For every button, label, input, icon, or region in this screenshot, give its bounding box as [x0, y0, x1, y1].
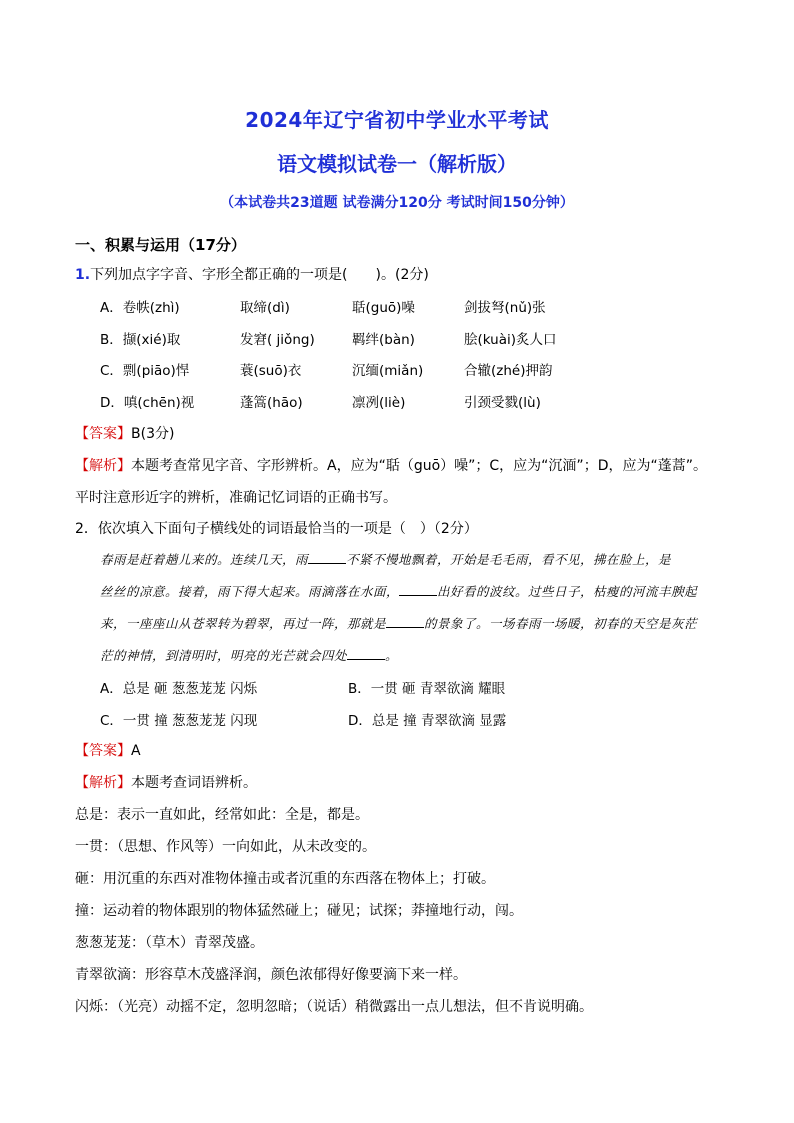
q1-option-c-3: 沉缅(miǎn) [352, 363, 424, 379]
answer-label: 【答案】 [75, 743, 131, 759]
q1-option-c-1: C．剽(piāo)悍 [100, 363, 190, 379]
note-yiguan: 一贯：（思想、作风等）一向如此，从未改变的。 [75, 839, 376, 855]
q2-passage-line-4: 茫的神情，到清明时，明亮的光芒就会四处 。 [100, 648, 399, 663]
note-zongshi: 总是：表示一直如此，经常如此：全是，都是。 [75, 807, 369, 823]
analysis-text: 本题考查常见字音、字形辨析。A，应为“聒（guō）噪”；C，应为“沉湎”；D，应为“蓬蒿”。 [131, 458, 707, 474]
answer-value: B(3分) [131, 426, 175, 442]
note-zhuang: 撞：运动着的物体跟别的物体猛然碰上；碰见；试探；莽撞地行动，闯。 [75, 903, 523, 919]
q2-option-c: C．一贯 撞 葱葱茏茏 闪现 [100, 713, 258, 729]
q1-option-a-3: 聒(guō)噪 [352, 300, 415, 316]
section-heading: 一、积累与运用（17分） [75, 236, 246, 254]
q1-option-b-1: B．撷(xié)取 [100, 332, 181, 348]
question-1-stem [75, 264, 429, 284]
exam-info: （本试卷共23道题 试卷满分120分 考试时间150分钟） [220, 195, 574, 211]
note-za: 砸：用沉重的东西对准物体撞击或者沉重的东西落在物体上；打破。 [75, 871, 495, 887]
blank-4 [347, 647, 385, 660]
q2-passage-line-1: 春雨是赶着趟儿来的。连续几天，雨 不紧不慢地飘着，开始是毛毛雨，看不见，拂在脸上，是 [100, 552, 672, 567]
question-2-stem: 2．依次填入下面句子横线处的词语最恰当的一项是（ ）（2分） [75, 521, 478, 537]
answer-label: 【答案】 [75, 426, 131, 442]
question-text: 下列加点字字音、字形全都正确的一项是( )。(2分) [90, 267, 429, 283]
q2-passage-line-3: 来，一座座山从苍翠转为碧翠，再过一阵，那就是 的景象了。一场春雨一场暖，初春的天空是灰茫 [100, 616, 698, 631]
blank-1 [308, 551, 346, 564]
q2-option-a: A．总是 砸 葱葱茏茏 闪烁 [100, 681, 258, 697]
answer-value: A [131, 743, 141, 759]
q2-passage-line-2: 丝丝的凉意。接着，雨下得大起来。雨滴落在水面， 出好看的波纹。过些日子，枯瘦的河流丰腴起 [100, 584, 698, 599]
exam-subtitle: 语文模拟试卷一（解析版） [277, 152, 517, 176]
q2-analysis [75, 772, 257, 792]
q1-option-d-4: 引颈受戮(lù) [464, 395, 541, 411]
note-qingcui: 青翠欲滴：形容草木茂盛泽润，颜色浓郁得好像要滴下来一样。 [75, 967, 467, 983]
q1-option-a-1: A．卷帙(zhì) [100, 300, 180, 316]
exam-title: 2024年辽宁省初中学业水平考试 [245, 108, 549, 132]
q2-option-b: B．一贯 砸 青翠欲滴 耀眼 [348, 681, 506, 697]
q2-option-d: D．总是 撞 青翠欲滴 显露 [348, 713, 507, 729]
q1-option-c-4: 合辙(zhé)押韵 [464, 363, 553, 379]
analysis-label: 【解析】 [75, 775, 131, 791]
blank-2 [399, 583, 437, 596]
analysis-label: 【解析】 [75, 458, 131, 474]
q1-option-a-4: 剑拔弩(nǔ)张 [464, 300, 546, 316]
q1-analysis-continued: 平时注意形近字的辨析，准确记忆词语的正确书写。 [75, 490, 397, 506]
q1-option-d-3: 凛冽(liè) [352, 395, 406, 411]
q1-analysis [75, 455, 707, 475]
analysis-text: 本题考查词语辨析。 [131, 775, 257, 791]
question-number: 1. [75, 267, 91, 283]
q1-option-d-2: 蓬篙(hāo) [240, 395, 303, 411]
q1-option-b-2: 发窘( jiǒng) [240, 332, 315, 348]
note-congcong: 葱葱茏茏：（草木）青翠茂盛。 [75, 935, 264, 951]
q1-answer [75, 423, 174, 443]
q1-option-c-2: 蓑(suō)衣 [240, 363, 302, 379]
q1-option-b-4: 脍(kuài)炙人口 [464, 332, 557, 348]
q1-option-b-3: 羁绊(bàn) [352, 332, 415, 348]
q2-answer [75, 740, 141, 760]
blank-3 [386, 615, 424, 628]
q1-option-d-1: D．嗔(chēn)视 [100, 395, 195, 411]
q1-option-a-2: 取缔(dì) [240, 300, 290, 316]
note-shanshuo: 闪烁：（光亮）动摇不定，忽明忽暗；（说话）稍微露出一点儿想法，但不肯说明确。 [75, 999, 593, 1015]
